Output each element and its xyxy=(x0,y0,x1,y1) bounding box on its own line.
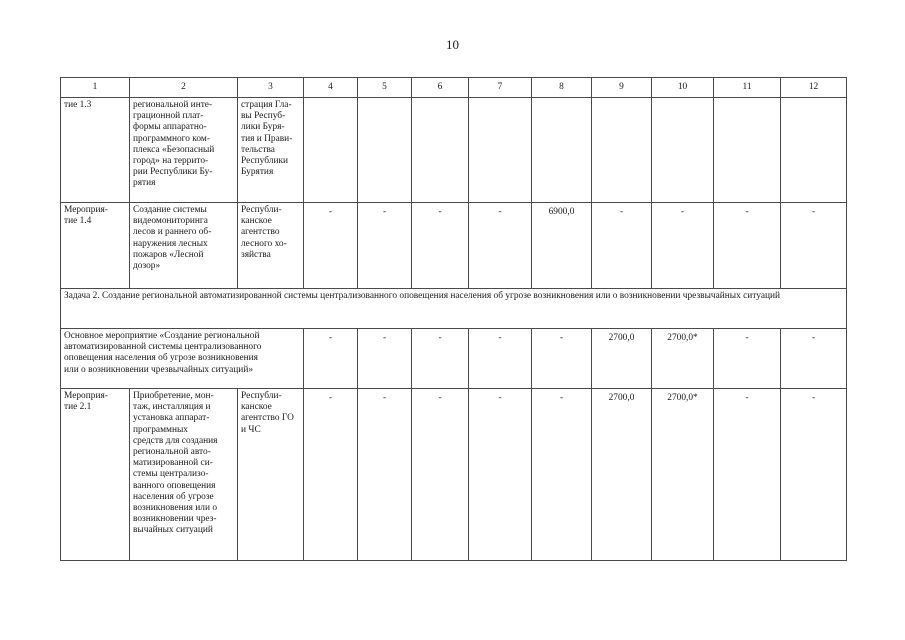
event-code-cell: тие 1.3 xyxy=(61,98,130,203)
value-cell: - xyxy=(781,203,847,289)
table-row xyxy=(61,389,847,561)
value-cell: - xyxy=(592,203,652,289)
value-cell: - xyxy=(412,389,469,561)
column-header: 4 xyxy=(304,78,358,98)
value-cell: 6900,0 xyxy=(532,203,592,289)
value-cell: 2700,0 xyxy=(592,329,652,389)
value-cell: - xyxy=(532,329,592,389)
value-cell: - xyxy=(714,203,781,289)
value-cell: - xyxy=(304,389,358,561)
event-name-cell: Приобретение, мон- таж, инсталляция и установка аппарат- программных средств для создания региональной авто- матизированной си- стемы централизо- ванного оповещения населения об угрозе возникновения или о возникновении чрез- вычайных ситуаций xyxy=(130,389,238,561)
value-cell: - xyxy=(532,389,592,561)
column-header: 11 xyxy=(714,78,781,98)
value-cell: 2700,0* xyxy=(652,329,714,389)
value-cell: - xyxy=(714,389,781,561)
event-code-cell: Мероприя- тие 2.1 xyxy=(61,389,130,561)
value-cell: - xyxy=(304,329,358,389)
event-name-cell: региональной инте- грационной плат- формы аппаратно- программного ком- плекса «Безопасный город» на террито- рии Республики Бу- рятия xyxy=(130,98,238,203)
column-header: 7 xyxy=(469,78,532,98)
responsible-cell: страция Гла- вы Респуб- лики Буря- тия и Прави- тельства Республики Бурятия xyxy=(238,98,304,203)
column-header: 1 xyxy=(61,78,130,98)
column-header: 12 xyxy=(781,78,847,98)
column-header: 9 xyxy=(592,78,652,98)
value-cell: - xyxy=(358,329,412,389)
column-header: 8 xyxy=(532,78,592,98)
event-name-cell: Создание системы видеомониторинга лесов и раннего об- наружения лесных пожаров «Лесной дозор» xyxy=(130,203,238,289)
value-cell: - xyxy=(469,203,532,289)
column-header: 5 xyxy=(358,78,412,98)
value-cell: - xyxy=(412,329,469,389)
page-number: 10 xyxy=(446,37,459,52)
column-header: 3 xyxy=(238,78,304,98)
value-cell: - xyxy=(652,203,714,289)
value-cell: - xyxy=(714,329,781,389)
table-row xyxy=(61,203,847,289)
program-activities-table xyxy=(60,77,847,561)
table-row xyxy=(61,98,847,203)
value-cell: 2700,0* xyxy=(652,389,714,561)
column-numbers-row xyxy=(61,78,847,98)
task-row xyxy=(61,289,847,329)
value-cell: - xyxy=(469,329,532,389)
column-header: 6 xyxy=(412,78,469,98)
value-cell: - xyxy=(469,389,532,561)
value-cell: - xyxy=(781,389,847,561)
value-cell: - xyxy=(412,203,469,289)
task-heading: Задача 2. Создание региональной автоматизированной системы централизованного оповещения населения об угрозе возникновения или о возникновении чрезвычайных ситуаций xyxy=(61,289,847,329)
main-event-cell: Основное мероприятие «Создание региональной автоматизированной системы централизованного оповещения населения об угрозе возникновения или о возникновении чрезвычайных ситуаций» xyxy=(61,329,304,389)
responsible-cell: Республи- канское агентство лесного хо- зяйства xyxy=(238,203,304,289)
value-cell: - xyxy=(358,203,412,289)
responsible-cell: Республи- канское агентство ГО и ЧС xyxy=(238,389,304,561)
value-cell: - xyxy=(304,203,358,289)
value-cell: - xyxy=(781,329,847,389)
column-header: 10 xyxy=(652,78,714,98)
table-row xyxy=(61,329,847,389)
event-code-cell: Мероприя- тие 1.4 xyxy=(61,203,130,289)
value-cell: 2700,0 xyxy=(592,389,652,561)
value-cell: - xyxy=(358,389,412,561)
column-header: 2 xyxy=(130,78,238,98)
